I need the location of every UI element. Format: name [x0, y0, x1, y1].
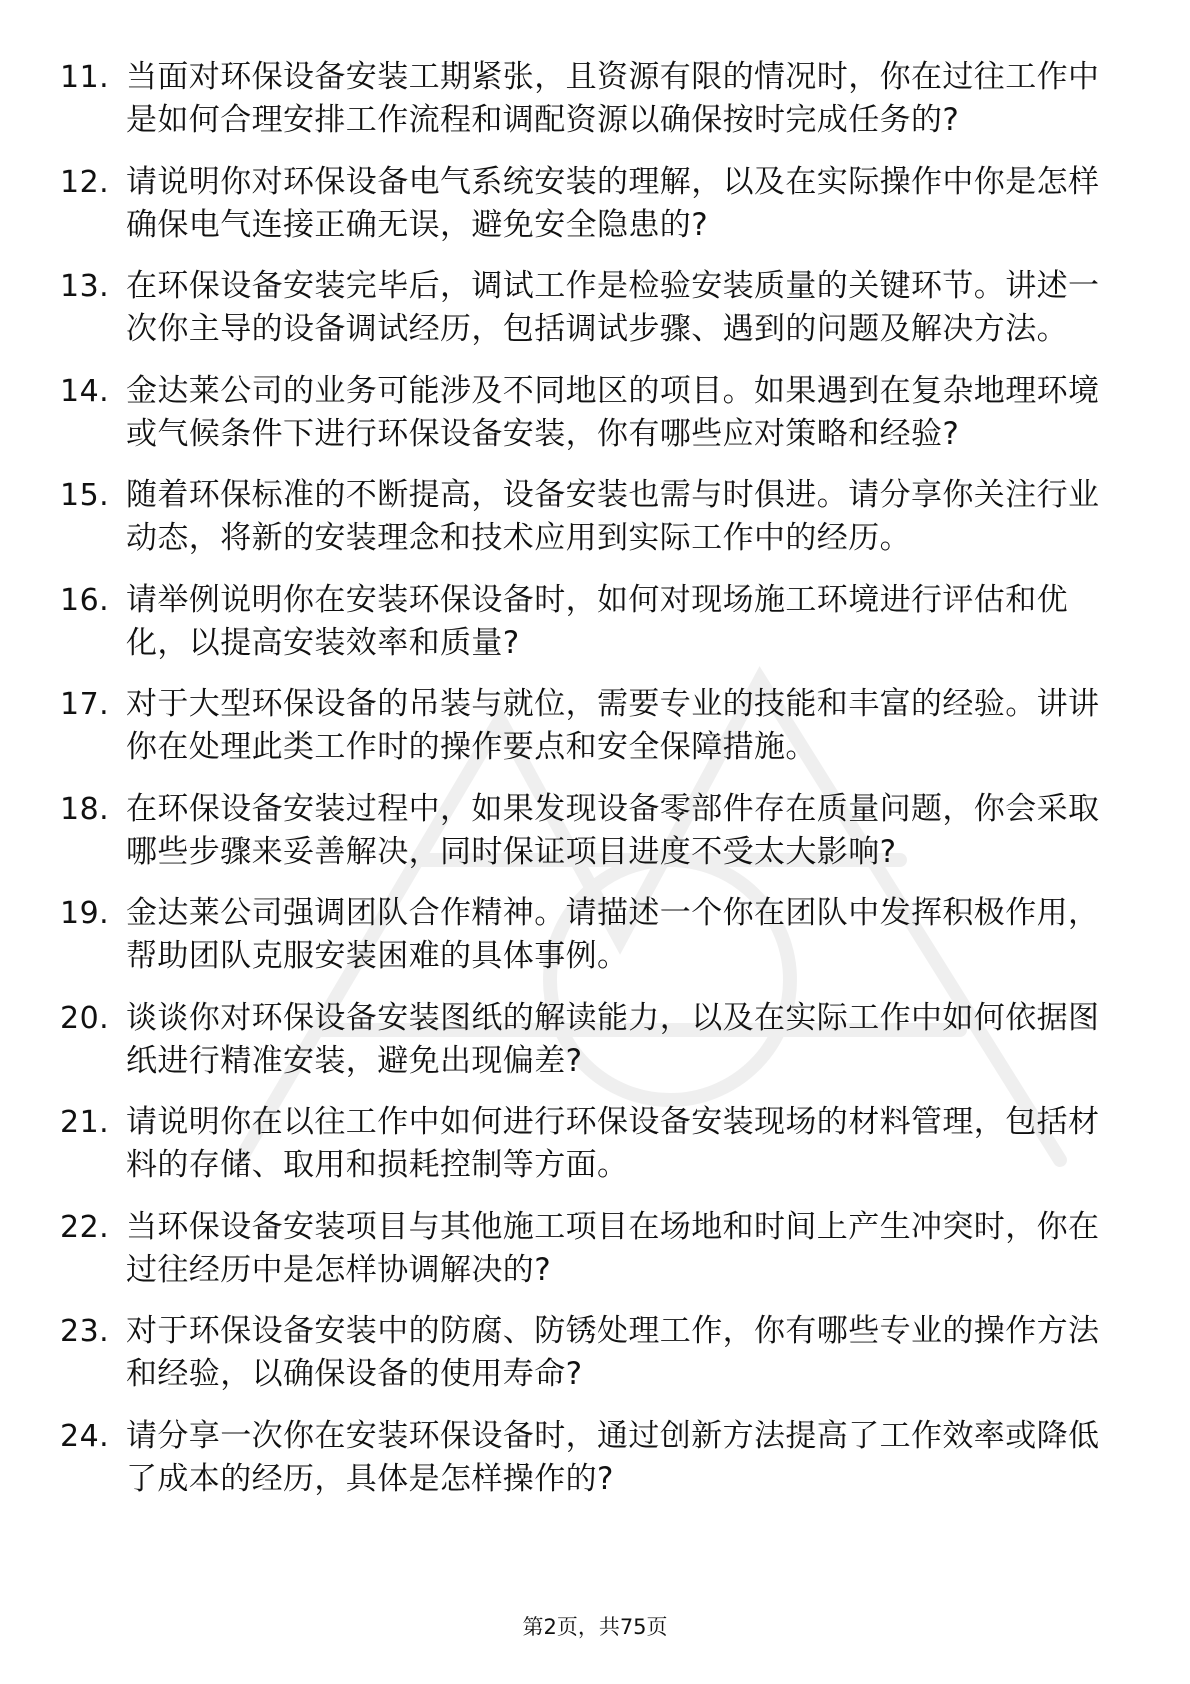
question-text: 在环保设备安装完毕后，调试工作是检验安装质量的关键环节。讲述一次你主导的设备调试经历，包括调试步骤、遇到的问题及解决方法。 — [126, 268, 1100, 347]
question-number: 18. — [60, 791, 110, 827]
question-number: 17. — [60, 687, 110, 722]
question-list — [0, 56, 1190, 1519]
question-number: 22. — [60, 1209, 110, 1245]
question-item — [0, 1101, 1190, 1187]
question-item — [0, 1206, 1190, 1292]
question-text: 金达莱公司强调团队合作精神。请描述一个你在团队中发挥积极作用，帮助团队克服安装困难的具体事例。 — [126, 895, 1100, 974]
question-item — [0, 1415, 1190, 1501]
question-item — [0, 474, 1190, 560]
question-number: 14. — [60, 373, 110, 409]
question-text: 请分享一次你在安装环保设备时，通过创新方法提高了工作效率或降低了成本的经历，具体是怎样操作的? — [126, 1417, 1100, 1497]
question-item — [0, 892, 1190, 978]
question-number: 23. — [60, 1314, 110, 1349]
question-text: 请说明你对环保设备电气系统安装的理解，以及在实际操作中你是怎样确保电气连接正确无误，避免安全隐患的? — [126, 163, 1100, 243]
question-text: 谈谈你对环保设备安装图纸的解读能力，以及在实际工作中如何依据图纸进行精准安装，避免出现偏差? — [126, 999, 1100, 1079]
question-item — [0, 265, 1190, 351]
question-text: 当环保设备安装项目与其他施工项目在场地和时间上产生冲突时，你在过往经历中是怎样协调解决的? — [126, 1208, 1100, 1288]
question-number: 19. — [60, 896, 110, 931]
question-text: 随着环保标准的不断提高，设备安装也需与时俱进。请分享你关注行业动态，将新的安装理念和技术应用到实际工作中的经历。 — [126, 477, 1100, 556]
page-footer: 第2页，共75页 — [522, 1615, 668, 1639]
question-item — [0, 1310, 1190, 1396]
question-item — [0, 370, 1190, 456]
question-number: 15. — [60, 478, 110, 513]
question-text: 请说明你在以往工作中如何进行环保设备安装现场的材料管理，包括材料的存储、取用和损耗控制等方面。 — [126, 1104, 1100, 1183]
question-text: 对于大型环保设备的吊装与就位，需要专业的技能和丰富的经验。讲讲你在处理此类工作时的操作要点和安全保障措施。 — [126, 686, 1100, 765]
question-number: 12. — [60, 164, 110, 200]
question-number: 11. — [60, 60, 110, 95]
question-text: 对于环保设备安装中的防腐、防锈处理工作，你有哪些专业的操作方法和经验，以确保设备的使用寿命? — [126, 1313, 1100, 1392]
question-text: 在环保设备安装过程中，如果发现设备零部件存在质量问题，你会采取哪些步骤来妥善解决，同时保证项目进度不受太大影响? — [126, 790, 1100, 870]
question-text: 请举例说明你在安装环保设备时，如何对现场施工环境进行评估和优化，以提高安装效率和质量? — [126, 581, 1068, 661]
question-item — [0, 579, 1190, 665]
question-number: 20. — [60, 1000, 110, 1036]
question-text: 金达莱公司的业务可能涉及不同地区的项目。如果遇到在复杂地理环境或气候条件下进行环保设备安装，你有哪些应对策略和经验? — [126, 372, 1100, 452]
question-item — [0, 161, 1190, 247]
question-item — [0, 788, 1190, 874]
question-number: 16. — [60, 582, 110, 618]
question-number: 13. — [60, 269, 110, 304]
question-number: 24. — [60, 1418, 110, 1454]
question-text: 当面对环保设备安装工期紧张，且资源有限的情况时，你在过往工作中是如何合理安排工作流程和调配资源以确保按时完成任务的? — [126, 59, 1100, 138]
question-number: 21. — [60, 1105, 110, 1140]
question-item — [0, 56, 1190, 142]
question-item — [0, 997, 1190, 1083]
question-item — [0, 683, 1190, 769]
